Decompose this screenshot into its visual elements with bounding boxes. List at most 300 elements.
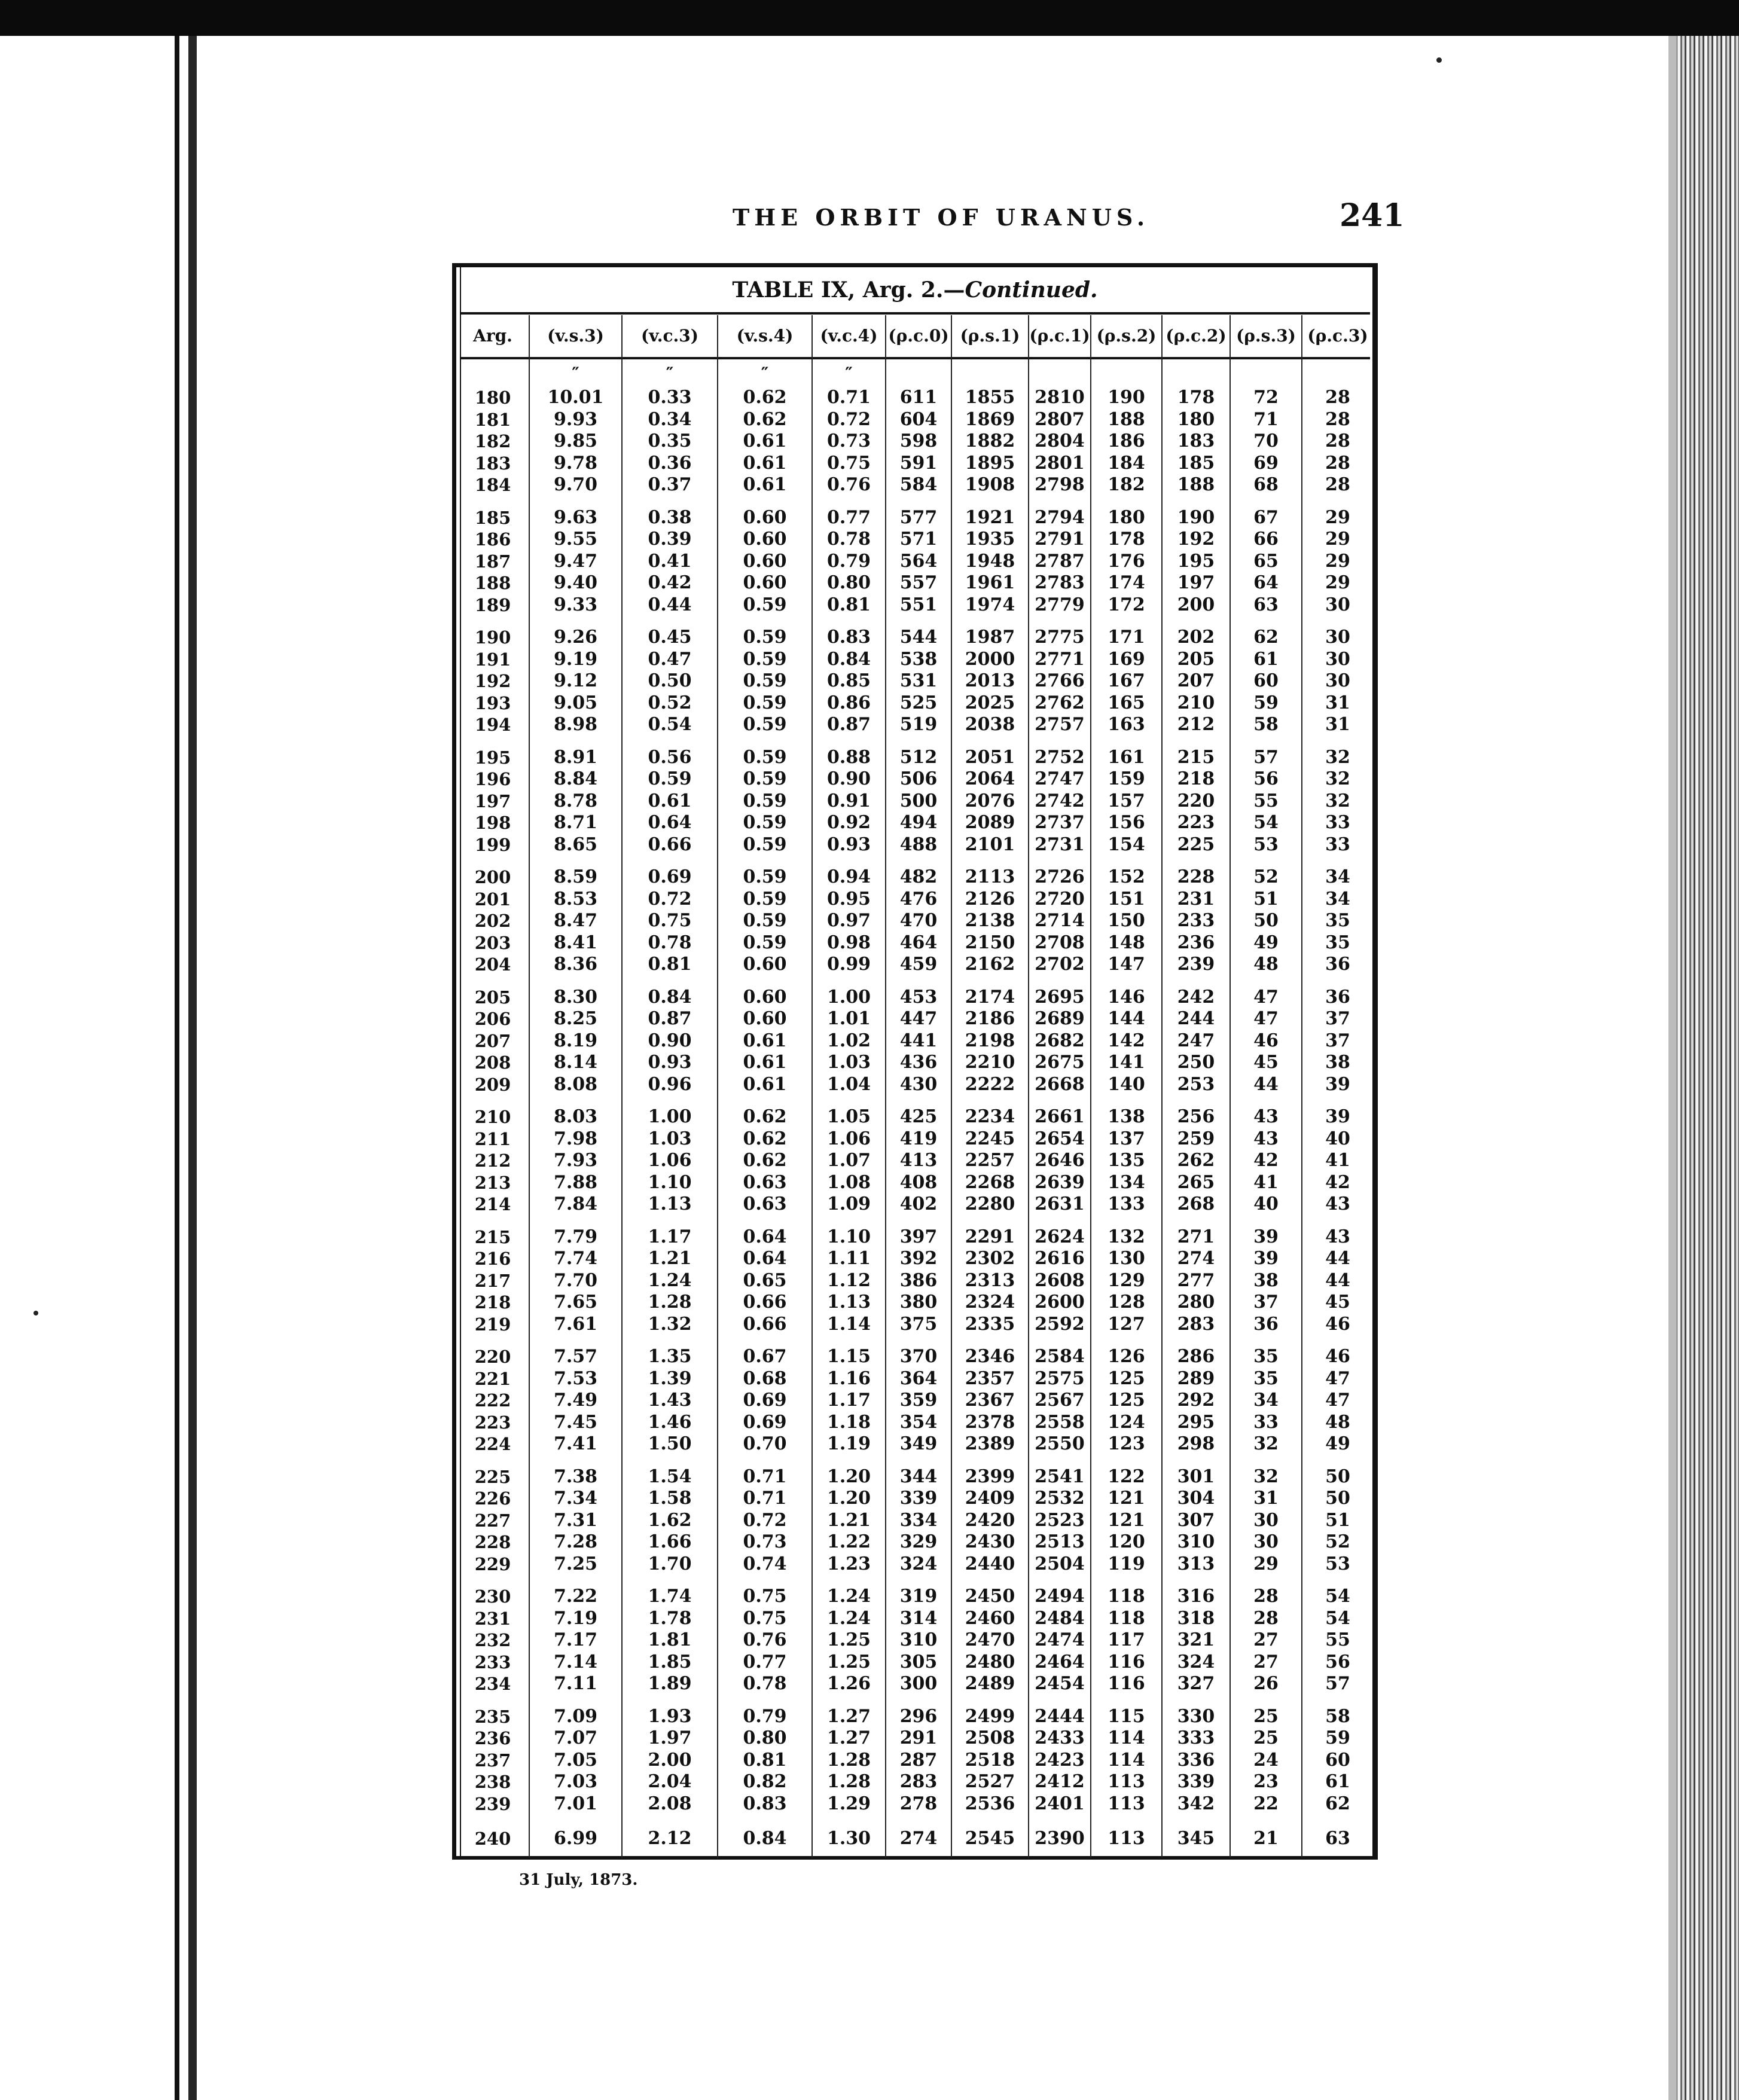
value-cell: 0.63 [743,1171,787,1193]
table-row [456,1771,1374,1793]
table-row [456,1226,1374,1248]
value-cell: 43 [1325,1194,1350,1214]
value-cell: 2523 [1035,1509,1085,1531]
value-cell: 125 [1108,1390,1145,1411]
value-cell: 1935 [965,529,1015,550]
value-cell: 329 [899,1531,938,1552]
value-cell: 0.73 [743,1531,787,1552]
table-row [456,747,1374,768]
value-cell: 23 [1253,1771,1279,1792]
value-cell: 0.78 [648,932,692,953]
value-cell: 9.47 [553,550,598,572]
value-cell: 7.07 [553,1727,598,1748]
value-cell: 2222 [965,1073,1015,1095]
value-cell: 7.28 [553,1531,598,1552]
value-cell: 126 [1108,1346,1145,1367]
value-cell: 349 [899,1433,938,1454]
value-cell: 2518 [965,1749,1015,1771]
value-cell: 413 [899,1150,938,1171]
value-cell: 8.65 [553,834,598,855]
value-cell: 60 [1253,670,1279,691]
value-cell: 2390 [1035,1828,1085,1849]
value-cell: 161 [1108,746,1145,768]
unit-mark: ″ [761,364,769,383]
value-cell: 129 [1108,1269,1145,1291]
column-header: (ρ.s.2) [1096,326,1157,346]
value-cell: 50 [1253,910,1279,931]
value-cell: 0.70 [743,1433,787,1454]
value-cell: 1.26 [826,1673,871,1694]
value-cell: 29 [1325,506,1350,528]
value-cell: 122 [1108,1466,1145,1487]
value-cell: 2752 [1035,746,1085,768]
value-cell: 0.39 [648,529,692,550]
value-cell: 176 [1108,550,1145,572]
value-cell: 2608 [1035,1269,1085,1291]
value-cell: 2771 [1035,648,1085,670]
value-cell: 339 [1177,1771,1215,1792]
value-cell: 57 [1253,746,1279,768]
value-cell: 1948 [965,550,1015,572]
value-cell: 1.14 [826,1313,871,1335]
value-cell: 59 [1253,692,1279,713]
value-cell: 1974 [965,594,1015,615]
value-cell: 2280 [965,1194,1015,1214]
value-cell: 34 [1325,866,1350,887]
value-cell: 0.65 [743,1269,787,1291]
value-cell: 2389 [965,1433,1015,1454]
value-cell: 0.61 [743,452,787,474]
value-cell: 114 [1108,1749,1145,1771]
value-cell: 0.79 [743,1705,787,1727]
value-cell: 2794 [1035,506,1085,528]
table-row [456,1629,1374,1651]
value-cell: 35 [1253,1346,1279,1367]
value-cell: 0.88 [826,746,871,768]
value-cell: 1.17 [826,1390,871,1411]
table-row [456,1314,1374,1335]
value-cell: 430 [899,1073,938,1095]
value-cell: 30 [1325,670,1350,691]
value-cell: 0.34 [648,408,692,430]
value-cell: 115 [1108,1705,1145,1727]
value-cell: 1.50 [648,1433,692,1454]
table-row [456,1194,1374,1215]
value-cell: 36 [1253,1313,1279,1335]
value-cell: 0.84 [826,648,871,670]
value-cell: 24 [1253,1749,1279,1771]
value-cell: 121 [1108,1488,1145,1509]
value-cell: 296 [899,1705,938,1727]
value-cell: 0.81 [743,1749,787,1771]
value-cell: 2747 [1035,768,1085,789]
column-header: (ρ.c.2) [1166,326,1227,346]
value-cell: 51 [1325,1509,1350,1531]
value-cell: 62 [1325,1793,1350,1814]
value-cell: 304 [1177,1488,1215,1509]
value-cell: 180 [1177,408,1215,430]
value-cell: 2126 [965,888,1015,909]
value-cell: 41 [1253,1171,1279,1193]
value-cell: 2454 [1035,1673,1085,1694]
value-cell: 9.40 [553,572,598,593]
value-cell: 45 [1253,1052,1279,1073]
value-cell: 0.73 [826,431,871,451]
value-cell: 0.76 [826,474,871,495]
value-cell: 44 [1325,1269,1350,1291]
arg-cell: 194 [474,715,511,735]
value-cell: 28 [1325,452,1350,474]
value-cell: 0.94 [826,866,871,887]
table-row [456,1433,1374,1455]
value-cell: 2766 [1035,670,1085,691]
value-cell: 7.79 [553,1226,598,1247]
value-cell: 146 [1108,986,1145,1008]
value-cell: 159 [1108,768,1145,789]
value-cell: 2101 [965,834,1015,855]
value-cell: 268 [1177,1194,1215,1214]
value-cell: 7.45 [553,1411,598,1433]
value-cell: 1.28 [826,1771,871,1792]
value-cell: 7.01 [553,1793,598,1814]
value-cell: 43 [1325,1226,1350,1247]
value-cell: 29 [1253,1553,1279,1574]
value-cell: 0.41 [648,550,692,572]
arg-cell: 202 [474,911,511,931]
value-cell: 8.41 [553,932,598,953]
value-cell: 2464 [1035,1651,1085,1672]
value-cell: 142 [1108,1030,1145,1051]
value-cell: 1.13 [826,1292,871,1312]
arg-cell: 239 [474,1793,511,1814]
value-cell: 2000 [965,648,1015,670]
value-cell: 58 [1325,1705,1350,1727]
value-cell: 482 [899,866,938,887]
value-cell: 186 [1108,431,1145,451]
value-cell: 56 [1253,768,1279,789]
value-cell: 1.22 [826,1531,871,1552]
table-row [456,1652,1374,1673]
value-cell: 0.93 [648,1052,692,1073]
column-rule [1161,315,1163,1858]
table-row [456,1008,1374,1030]
value-cell: 48 [1253,954,1279,975]
table-row [456,627,1374,648]
value-cell: 40 [1325,1128,1350,1149]
table-row [456,649,1374,670]
data-table [452,263,1378,1860]
column-header: (ρ.c.3) [1307,326,1368,346]
table-row [456,692,1374,714]
value-cell: 35 [1325,910,1350,931]
value-cell: 2762 [1035,692,1085,713]
arg-cell: 181 [474,409,511,430]
value-cell: 333 [1177,1727,1215,1748]
value-cell: 0.72 [648,888,692,909]
value-cell: 9.55 [553,529,598,550]
value-cell: 236 [1177,932,1215,953]
value-cell: 0.61 [743,1073,787,1095]
value-cell: 408 [899,1171,938,1193]
table-row [456,1828,1374,1849]
value-cell: 2804 [1035,431,1085,451]
value-cell: 190 [1108,387,1145,408]
value-cell: 7.70 [553,1269,598,1291]
value-cell: 228 [1177,866,1215,887]
scan-speck [33,1311,38,1315]
value-cell: 324 [1177,1651,1215,1672]
table-row [456,1673,1374,1695]
arg-cell: 184 [474,475,511,495]
value-cell: 57 [1325,1673,1350,1694]
value-cell: 9.85 [553,431,598,451]
value-cell: 62 [1253,627,1279,648]
table-row [456,812,1374,834]
value-cell: 2444 [1035,1705,1085,1727]
value-cell: 1.54 [648,1466,692,1487]
table-row [456,572,1374,594]
value-cell: 256 [1177,1106,1215,1127]
value-cell: 327 [1177,1673,1215,1694]
value-cell: 50 [1325,1488,1350,1509]
value-cell: 147 [1108,954,1145,975]
value-cell: 207 [1177,670,1215,691]
value-cell: 1.46 [648,1411,692,1433]
value-cell: 1.62 [648,1509,692,1531]
value-cell: 192 [1177,529,1215,550]
value-cell: 1869 [965,408,1015,430]
value-cell: 334 [899,1509,938,1531]
value-cell: 8.91 [553,746,598,768]
arg-cell: 216 [474,1249,511,1269]
value-cell: 441 [899,1030,938,1051]
table-row [456,1074,1374,1095]
value-cell: 313 [1177,1553,1215,1574]
value-cell: 130 [1108,1248,1145,1269]
value-cell: 1855 [965,387,1015,408]
value-cell: 0.64 [743,1248,787,1269]
value-cell: 397 [899,1226,938,1247]
value-cell: 2076 [965,790,1015,811]
value-cell: 1.43 [648,1390,692,1411]
value-cell: 49 [1325,1433,1350,1454]
value-cell: 1.00 [826,986,871,1008]
value-cell: 36 [1325,954,1350,975]
arg-cell: 226 [474,1488,511,1509]
value-cell: 2494 [1035,1586,1085,1607]
value-cell: 571 [899,529,938,550]
value-cell: 392 [899,1248,938,1269]
value-cell: 47 [1253,1008,1279,1029]
arg-cell: 233 [474,1652,511,1672]
table-row [456,889,1374,910]
value-cell: 283 [899,1771,938,1792]
value-cell: 7.05 [553,1749,598,1771]
value-cell: 2791 [1035,529,1085,550]
value-cell: 500 [899,790,938,811]
value-cell: 1.97 [648,1727,692,1748]
value-cell: 2162 [965,954,1015,975]
value-cell: 2013 [965,670,1015,691]
value-cell: 7.19 [553,1607,598,1629]
table-row [456,670,1374,692]
value-cell: 9.63 [553,506,598,528]
value-cell: 42 [1325,1171,1350,1193]
value-cell: 1.29 [826,1793,871,1814]
value-cell: 116 [1108,1673,1145,1694]
value-cell: 611 [899,387,938,408]
value-cell: 1.19 [826,1433,871,1454]
value-cell: 53 [1325,1553,1350,1574]
value-cell: 7.25 [553,1553,598,1574]
value-cell: 359 [899,1390,938,1411]
value-cell: 0.54 [648,714,692,735]
value-cell: 30 [1325,627,1350,648]
value-cell: 124 [1108,1411,1145,1433]
value-cell: 2051 [965,746,1015,768]
value-cell: 2138 [965,910,1015,931]
table-row [456,1510,1374,1531]
value-cell: 210 [1177,692,1215,713]
value-cell: 169 [1108,648,1145,670]
arg-cell: 187 [474,551,511,572]
value-cell: 48 [1325,1411,1350,1433]
value-cell: 7.09 [553,1705,598,1727]
value-cell: 1.21 [826,1509,871,1531]
value-cell: 2779 [1035,594,1085,615]
value-cell: 2484 [1035,1607,1085,1629]
value-cell: 0.78 [826,529,871,550]
value-cell: 2025 [965,692,1015,713]
value-cell: 0.98 [826,932,871,953]
value-cell: 188 [1108,408,1145,430]
value-cell: 180 [1108,506,1145,528]
value-cell: 138 [1108,1106,1145,1127]
value-cell: 2504 [1035,1553,1085,1574]
value-cell: 1882 [965,431,1015,451]
value-cell: 538 [899,648,938,670]
value-cell: 1.04 [826,1073,871,1095]
value-cell: 494 [899,812,938,833]
value-cell: 274 [899,1828,938,1849]
value-cell: 2742 [1035,790,1085,811]
value-cell: 0.81 [826,594,871,615]
arg-cell: 236 [474,1728,511,1748]
value-cell: 2399 [965,1466,1015,1487]
value-cell: 7.49 [553,1390,598,1411]
value-cell: 47 [1253,986,1279,1008]
value-cell: 35 [1325,932,1350,953]
value-cell: 0.60 [743,954,787,975]
arg-cell: 220 [474,1347,511,1367]
arg-cell: 221 [474,1368,511,1389]
table-row [456,1608,1374,1629]
column-rule [717,315,718,1858]
value-cell: 0.60 [743,572,787,593]
value-cell: 262 [1177,1150,1215,1171]
value-cell: 0.84 [743,1828,787,1849]
value-cell: 28 [1325,408,1350,430]
value-cell: 9.26 [553,627,598,648]
value-cell: 1.07 [826,1150,871,1171]
value-cell: 2210 [965,1052,1015,1073]
arg-cell: 197 [474,790,511,811]
value-cell: 55 [1253,790,1279,811]
arg-cell: 203 [474,932,511,953]
value-cell: 305 [899,1651,938,1672]
value-cell: 49 [1253,932,1279,953]
value-cell: 2313 [965,1269,1015,1291]
column-header: (v.s.4) [736,326,794,346]
value-cell: 2198 [965,1030,1015,1051]
value-cell: 0.72 [826,408,871,430]
value-cell: 307 [1177,1509,1215,1531]
value-cell: 425 [899,1106,938,1127]
value-cell: 2737 [1035,812,1085,833]
value-cell: 7.74 [553,1248,598,1269]
table-row [456,1270,1374,1292]
arg-cell: 185 [474,507,511,528]
value-cell: 564 [899,550,938,572]
value-cell: 118 [1108,1607,1145,1629]
value-cell: 9.93 [553,408,598,430]
table-row [456,714,1374,735]
value-cell: 0.91 [826,790,871,811]
value-cell: 330 [1177,1705,1215,1727]
value-cell: 2.00 [648,1749,692,1771]
value-cell: 316 [1177,1586,1215,1607]
value-cell: 470 [899,910,938,931]
arg-cell: 196 [474,769,511,789]
value-cell: 46 [1253,1030,1279,1051]
table-row [456,1292,1374,1313]
value-cell: 52 [1325,1531,1350,1552]
value-cell: 30 [1253,1531,1279,1552]
value-cell: 0.59 [743,812,787,833]
table-row [456,1488,1374,1509]
value-cell: 2695 [1035,986,1085,1008]
value-cell: 8.53 [553,888,598,909]
table-row [456,1390,1374,1411]
value-cell: 278 [899,1793,938,1814]
value-cell: 2.08 [648,1793,692,1814]
scan-speck [1436,57,1442,63]
value-cell: 292 [1177,1390,1215,1411]
value-cell: 63 [1325,1828,1350,1849]
value-cell: 1.13 [648,1194,692,1214]
value-cell: 1.23 [826,1553,871,1574]
value-cell: 0.79 [826,550,871,572]
value-cell: 215 [1177,746,1215,768]
value-cell: 46 [1325,1346,1350,1367]
value-cell: 8.71 [553,812,598,833]
value-cell: 0.82 [743,1771,787,1792]
value-cell: 32 [1253,1433,1279,1454]
value-cell: 0.38 [648,506,692,528]
value-cell: 7.38 [553,1466,598,1487]
value-cell: 2550 [1035,1433,1085,1454]
value-cell: 318 [1177,1607,1215,1629]
value-cell: 0.59 [743,834,787,855]
value-cell: 1.78 [648,1607,692,1629]
value-cell: 33 [1325,834,1350,855]
value-cell: 133 [1108,1194,1145,1214]
table-row [456,1466,1374,1488]
value-cell: 0.87 [826,714,871,735]
arg-cell: 227 [474,1510,511,1531]
table-row [456,866,1374,888]
value-cell: 512 [899,746,938,768]
